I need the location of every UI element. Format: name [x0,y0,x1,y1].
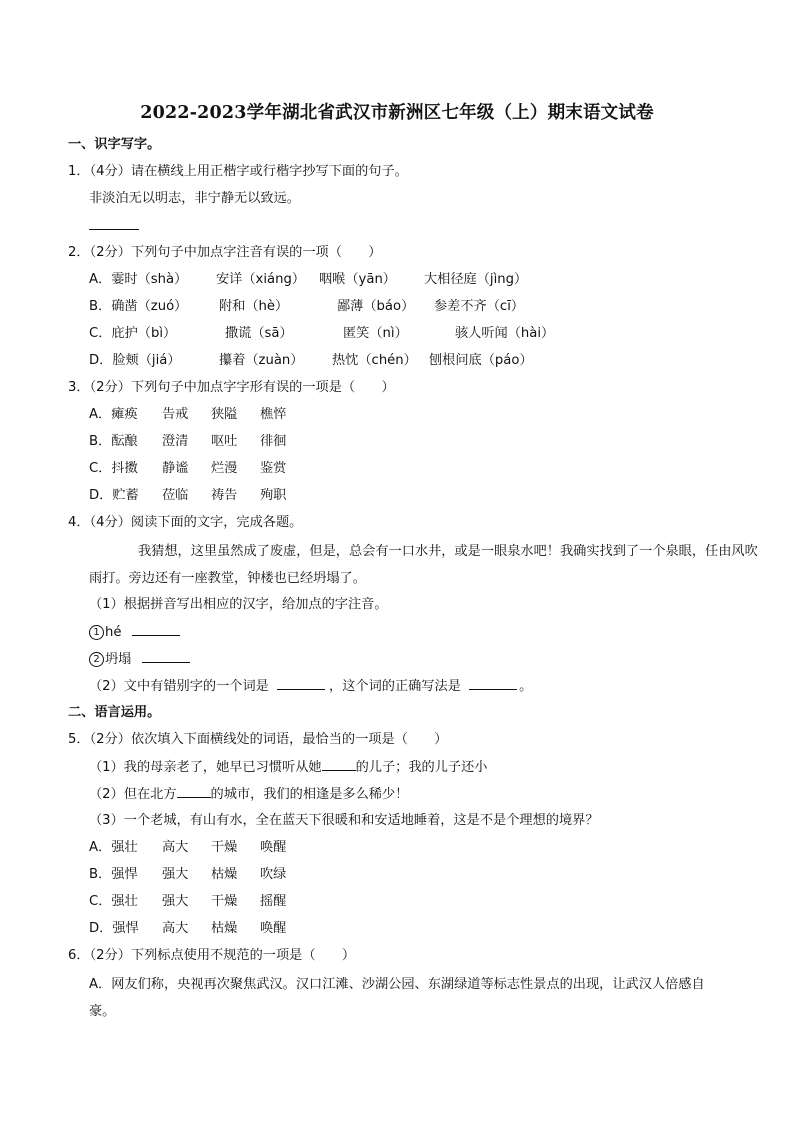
option-item: 唤醒 [260,921,287,936]
sub2-text-b: ，这个词的正确写法是 [329,679,461,694]
option-item: 祷告 [211,488,238,503]
circled-number: 1 [89,625,104,640]
option-label: C．强壮 [89,894,138,909]
option-item: 枯燥 [211,921,238,936]
sentence-part: 的儿子；我的儿子还小 [355,760,488,775]
option-item: 骇人听闻（hài） [455,326,555,341]
question-1-answer-blank[interactable] [89,217,139,236]
sentence-part: （1）我的母亲老了，她早已习惯听从她 [89,760,322,775]
answer-blank[interactable] [277,677,325,690]
answer-blank[interactable] [469,677,517,690]
option-item: 樵悴 [260,407,287,422]
answer-blank[interactable] [142,650,190,663]
option-item: 殉职 [260,488,287,503]
option-item: 摇醒 [260,894,287,909]
option-item: 莅临 [162,488,189,503]
option-item: 大相径庭（jìng） [424,272,528,287]
sentence-part: （2）但在北方 [89,787,177,802]
option-item: 鉴赏 [260,461,287,476]
question-5-sentence-3: （3）一个老城，有山有水，全在蓝天下很暖和和安适地睡着，这是不是个理想的境界？ [89,813,599,828]
question-5-sentence-1 [89,758,487,777]
item-text: hé [105,625,122,640]
option-item: 安详（xiáng） [216,272,306,287]
option-item: 烂漫 [211,461,238,476]
section-heading-1: 一、识字写字。 [68,137,161,152]
option-item: 参差不齐（cī） [434,299,525,314]
question-4-item-1[interactable] [89,623,180,642]
option-item: 告戒 [162,407,189,422]
option-item: 热忱（chén） [332,353,417,368]
option-item: 徘徊 [260,434,287,449]
section-heading-2: 二、语言运用。 [68,705,161,720]
question-4-sub1: （1）根据拼音写出相应的汉字，给加点的字注音。 [89,597,388,612]
option-label: D．强悍 [89,921,139,936]
option-label: D．贮蓄 [89,488,139,503]
option-label: B．酝酿 [89,434,138,449]
option-item: 狭隘 [211,407,238,422]
option-label: A．霎时（shà） [89,272,188,287]
option-item: 静谧 [162,461,189,476]
option-label: D．脸颊（jiá） [89,353,181,368]
item-text: 坍塌 [105,652,132,667]
question-3-stem: 3．（2分）下列句子中加点字字形有误的一项是（ ） [68,380,395,395]
fill-blank[interactable] [177,785,211,798]
option-item: 高大 [162,921,189,936]
option-item: 匿笑（nì） [343,326,408,341]
fill-blank[interactable] [322,758,356,771]
option-label: A．强壮 [89,840,138,855]
question-4-stem: 4．（4分）阅读下面的文字，完成各题。 [68,515,303,530]
question-2-stem: 2．（2分）下列句子中加点字注音有误的一项（ ） [68,245,382,260]
question-6-stem: 6．（2分）下列标点使用不规范的一项是（ ） [68,948,356,963]
option-item: 攥着（zuàn） [219,353,304,368]
option-item: 鄙薄（báo） [337,299,415,314]
sub2-text-a: （2）文中有错别字的一个词是 [89,679,269,694]
question-4-sub2[interactable] [89,677,532,696]
option-item: 澄清 [162,434,189,449]
question-5-stem: 5．（2分）依次填入下面横线处的词语，最恰当的一项是（ ） [68,732,448,747]
option-item: 枯燥 [211,867,238,882]
option-item: 呕吐 [211,434,238,449]
question-4-passage: 我猜想，这里虽然成了废虚，但是，总会有一口水井，或是一眼泉水吧！我确实找到了一个泉眼，任由风吹雨打。旁边还有一座教堂，钟楼也已经坍塌了。 [89,544,758,586]
option-item: 刨根问底（páo） [429,353,533,368]
question-6-option-a[interactable]: A．网友们称，央视再次聚焦武汉。汉口江滩、沙湖公园、东湖绿道等标志性景点的出现，让武汉人倍感自豪。 [89,977,705,1019]
option-label: C．庇护（bì） [89,326,177,341]
option-item: 撒谎（sā） [225,326,293,341]
page-title: 2022-2023学年湖北省武汉市新洲区七年级（上）期末语文试卷 [140,103,654,123]
option-item: 强大 [162,894,189,909]
answer-blank[interactable] [132,623,180,636]
option-item: 附和（hè） [219,299,289,314]
option-label: C．抖擞 [89,461,138,476]
circled-number: 2 [89,652,104,667]
question-4-item-2[interactable] [89,650,190,669]
option-item: 唤醒 [260,840,287,855]
question-5-sentence-2 [89,785,408,804]
option-item: 吹绿 [260,867,287,882]
option-item: 高大 [162,840,189,855]
sentence-part: 的城市，我们的相逢是多么稀少！ [210,787,409,802]
option-item: 干燥 [211,840,238,855]
question-1-stem: 1．（4分）请在横线上用正楷字或行楷字抄写下面的句子。 [68,164,408,179]
question-1-sentence: 非淡泊无以明志，非宁静无以致远。 [89,191,300,206]
option-item: 咽喉（yān） [319,272,396,287]
option-item: 干燥 [211,894,238,909]
option-label: A．瘫痪 [89,407,138,422]
sub2-end: 。 [519,679,533,694]
option-label: B．确凿（zuó） [89,299,188,314]
option-label: B．强悍 [89,867,138,882]
option-item: 强大 [162,867,189,882]
